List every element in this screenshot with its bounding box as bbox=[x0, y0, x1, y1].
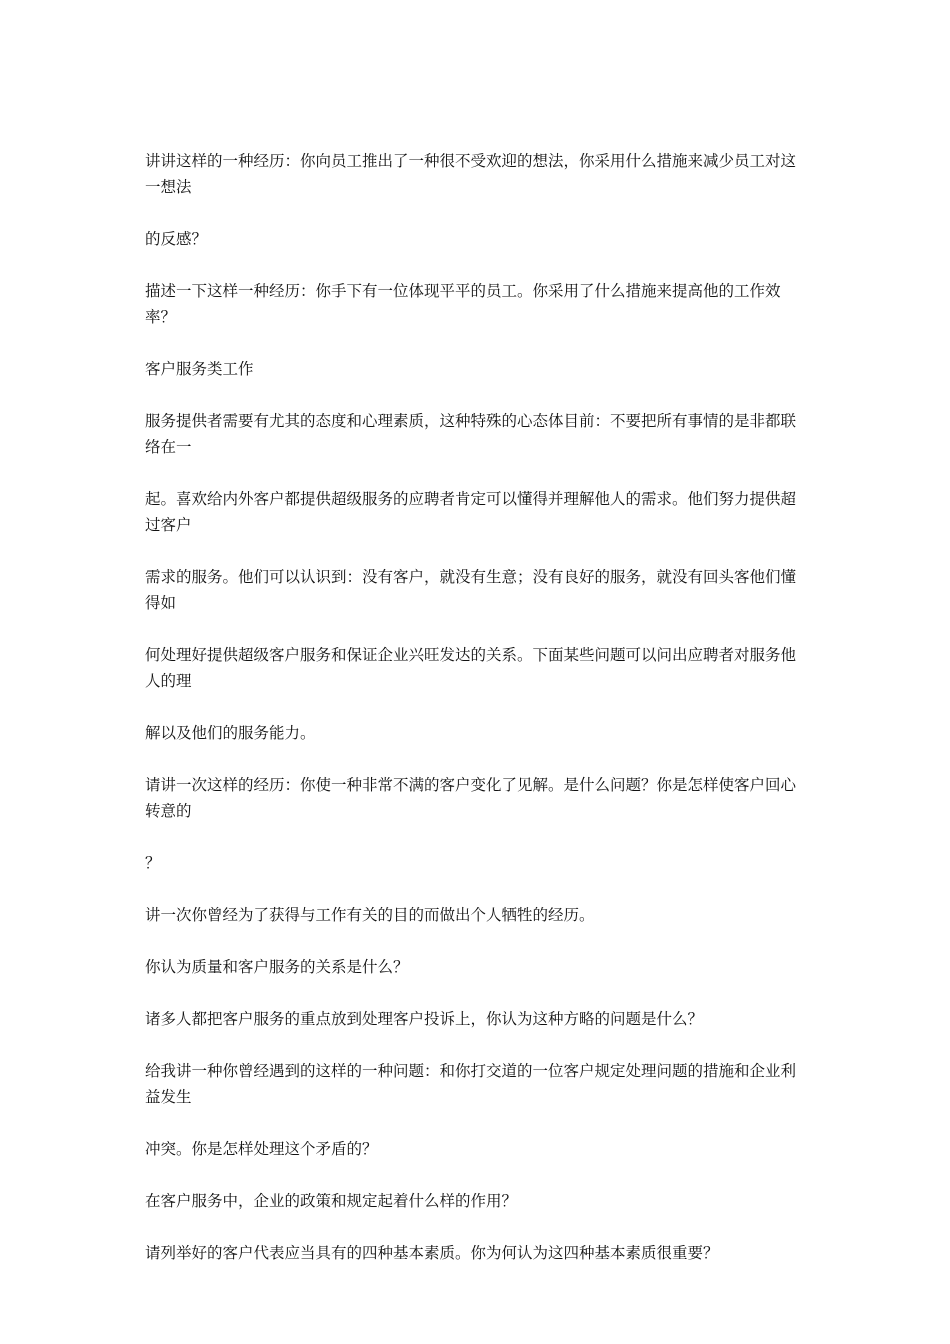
paragraph: 你认为质量和客户服务的关系是什么？ bbox=[145, 958, 409, 976]
paragraph: ？ bbox=[145, 854, 161, 872]
paragraph: 的反感？ bbox=[145, 230, 208, 248]
paragraph: 诸多人都把客户服务的重点放到处理客户投诉上，你认为这种方略的问题是什么？ bbox=[145, 1010, 704, 1028]
paragraph: 请列举好的客户代表应当具有的四种基本素质。你为何认为这四种基本素质很重要？ bbox=[145, 1244, 719, 1262]
paragraph: 在客户服务中，企业的政策和规定起着什么样的作用？ bbox=[145, 1192, 518, 1210]
section-heading: 客户服务类工作 bbox=[145, 360, 254, 378]
paragraph: 给我讲一种你曾经遇到的这样的一种问题：和你打交道的一位客户规定处理问题的措施和企业利益发生 bbox=[145, 1062, 797, 1106]
paragraph: 解以及他们的服务能力。 bbox=[145, 724, 316, 742]
paragraph: 讲讲这样的一种经历：你向员工推出了一种很不受欢迎的想法，你采用什么措施来减少员工对这一想法 bbox=[145, 152, 797, 196]
paragraph: 讲一次你曾经为了获得与工作有关的目的而做出个人牺牲的经历。 bbox=[145, 906, 595, 924]
paragraph: 服务提供者需要有尤其的态度和心理素质，这种特殊的心态体目前：不要把所有事情的是非都联络在一 bbox=[145, 412, 797, 456]
paragraph: 起。喜欢给内外客户都提供超级服务的应聘者肯定可以懂得并理解他人的需求。他们努力提供超过客户 bbox=[145, 490, 797, 534]
paragraph: 何处理好提供超级客户服务和保证企业兴旺发达的关系。下面某些问题可以问出应聘者对服务他人的理 bbox=[145, 646, 797, 690]
paragraph: 冲突。你是怎样处理这个矛盾的？ bbox=[145, 1140, 378, 1158]
paragraph: 描述一下这样一种经历：你手下有一位体现平平的员工。你采用了什么措施来提高他的工作效率？ bbox=[145, 282, 781, 326]
paragraph: 请讲一次这样的经历：你使一种非常不满的客户变化了见解。是什么问题？你是怎样使客户回心转意的 bbox=[145, 776, 797, 820]
paragraph: 需求的服务。他们可以认识到：没有客户，就没有生意；没有良好的服务，就没有回头客他们懂得如 bbox=[145, 568, 797, 612]
document-body bbox=[145, 148, 809, 1292]
